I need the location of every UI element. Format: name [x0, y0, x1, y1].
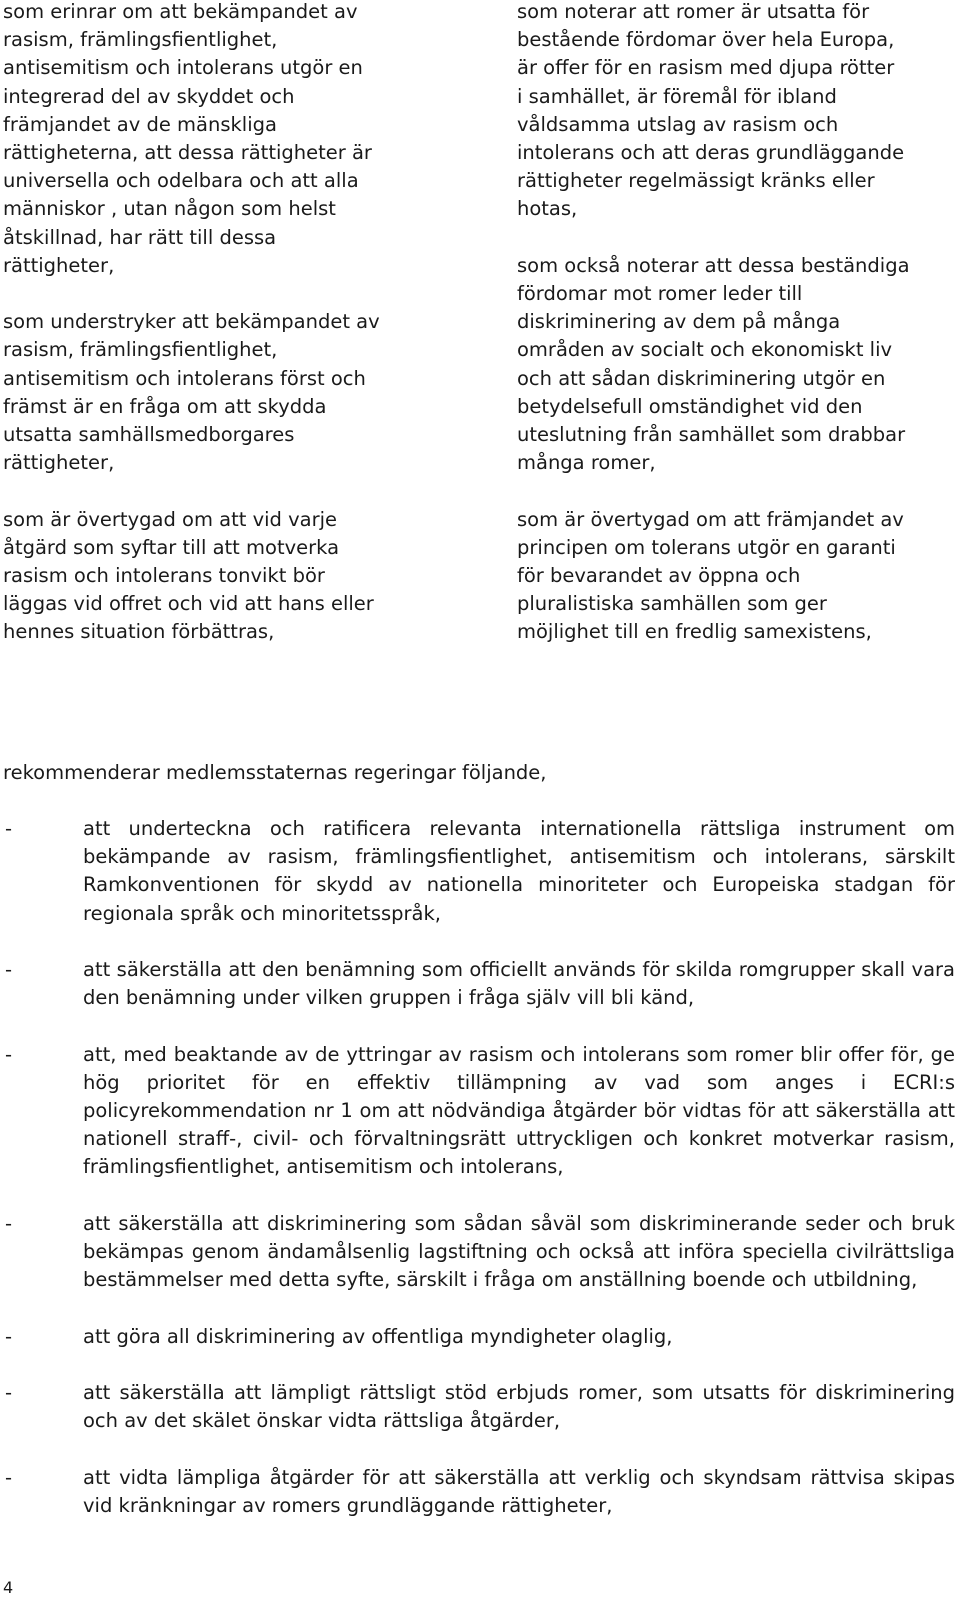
recommendation-lead: rekommenderar medlemsstaternas regeringar följande, [3, 761, 547, 784]
list-item-text: att, med beaktande av de yttringar av rasism och intolerans som romer blir offer för, ge hög prioritet för en effektiv tillämpning av vad som anges i ECRI:s policyrekommendation nr 1 om att nödvändiga åtgärder bör vidtas för att säkerställa att nationell straff-, civil- och förvaltningsrätt uttryckligen och konkret motverkar rasism, främlingsfientlighet, antisemitism och intolerans, [83, 1042, 955, 1179]
list-item [3, 1464, 955, 1520]
list-item-text: att vidta lämpliga åtgärder för att säkerställa att verklig och skyndsam rättvisa skipas vid kränkningar av romers grundläggande rättigheter, [83, 1465, 955, 1517]
list-item [3, 1379, 955, 1435]
left-paragraph-3: som är övertygad om att vid varje åtgärd som syftar till att motverka rasism och intolerans tonvikt bör läggas vid offret och vid att hans eller hennes situation förbättras, [3, 507, 374, 644]
recommendation-list [3, 815, 955, 1548]
list-dash: - [5, 1465, 13, 1489]
left-paragraph-1: som erinrar om att bekämpandet av rasism, främlingsfientlighet, antisemitism och intolerans utgör en integrerad del av skyddet och främjandet av de mänskliga rättigheterna, att dessa rättigheter är universella och odelbara och att alla människor , utan någon som helst åtskillnad, har rätt till dessa rättigheter, [3, 0, 372, 277]
list-dash: - [5, 817, 13, 840]
right-column [517, 0, 960, 675]
list-item [3, 1210, 955, 1295]
right-paragraph-2: som också noterar att dessa beständiga fördomar mot romer leder till diskriminering av dem på många områden av socialt och ekonomiskt liv och att sådan diskriminering utgör en betydelsefull omständighet vid den uteslutning från samhället som drabbar många romer, [517, 253, 910, 475]
list-dash: - [5, 1042, 13, 1066]
list-dash: - [5, 1380, 13, 1404]
right-paragraph-1: som noterar att romer är utsatta för bestående fördomar över hela Europa, är offer för en rasism med djupa rötter i samhället, är föremål för ibland våldsamma utslag av rasism och intolerans och att deras grundläggande rättigheter regelmässigt kränks eller hotas, [517, 0, 905, 221]
list-item [3, 815, 955, 928]
list-item-text: att underteckna och ratificera relevanta internationella rättsliga instrument om bekämpande av rasism, främlingsfientlighet, antisemitism och intolerans, särskilt Ramkonventionen för skydd av nationella minoriteter och Europeiska stadgan för regionala språk och minoritetsspråk, [83, 817, 955, 925]
list-dash: - [5, 958, 13, 981]
list-item-text: att göra all diskriminering av offentliga myndigheter olaglig, [83, 1324, 673, 1348]
list-dash: - [5, 1211, 13, 1235]
list-item [3, 1041, 955, 1182]
right-paragraph-3: som är övertygad om att främjandet av principen om tolerans utgör en garanti för bevarandet av öppna och pluralistiska samhällen som ger möjlighet till en fredlig samexistens, [517, 507, 904, 644]
list-item-text: att säkerställa att den benämning som officiellt används för skilda romgrupper skall vara den benämning under vilken gruppen i fråga själv vill bli känd, [83, 958, 955, 1010]
left-paragraph-2: som understryker att bekämpandet av rasism, främlingsfientlighet, antisemitism och intolerans först och främst är en fråga om att skydda utsatta samhällsmedborgares rättigheter, [3, 310, 380, 475]
left-column [3, 0, 458, 675]
list-item-text: att säkerställa att lämpligt rättsligt stöd erbjuds romer, som utsatts för diskriminering och av det skälet önskar vidta rättsliga åtgärder, [83, 1380, 955, 1433]
list-item-text: att säkerställa att diskriminering som sådan såväl som diskriminerande seder och bruk bekämpas genom ändamålsenlig lagstiftning och också att införa speciella civilrättsliga bestämmelser med detta syfte, särskilt i fråga om anställning boende och utbildning, [83, 1211, 955, 1292]
list-item [3, 1323, 955, 1351]
list-dash: - [5, 1324, 13, 1348]
page-number: 4 [3, 1578, 14, 1597]
list-item [3, 956, 955, 1012]
